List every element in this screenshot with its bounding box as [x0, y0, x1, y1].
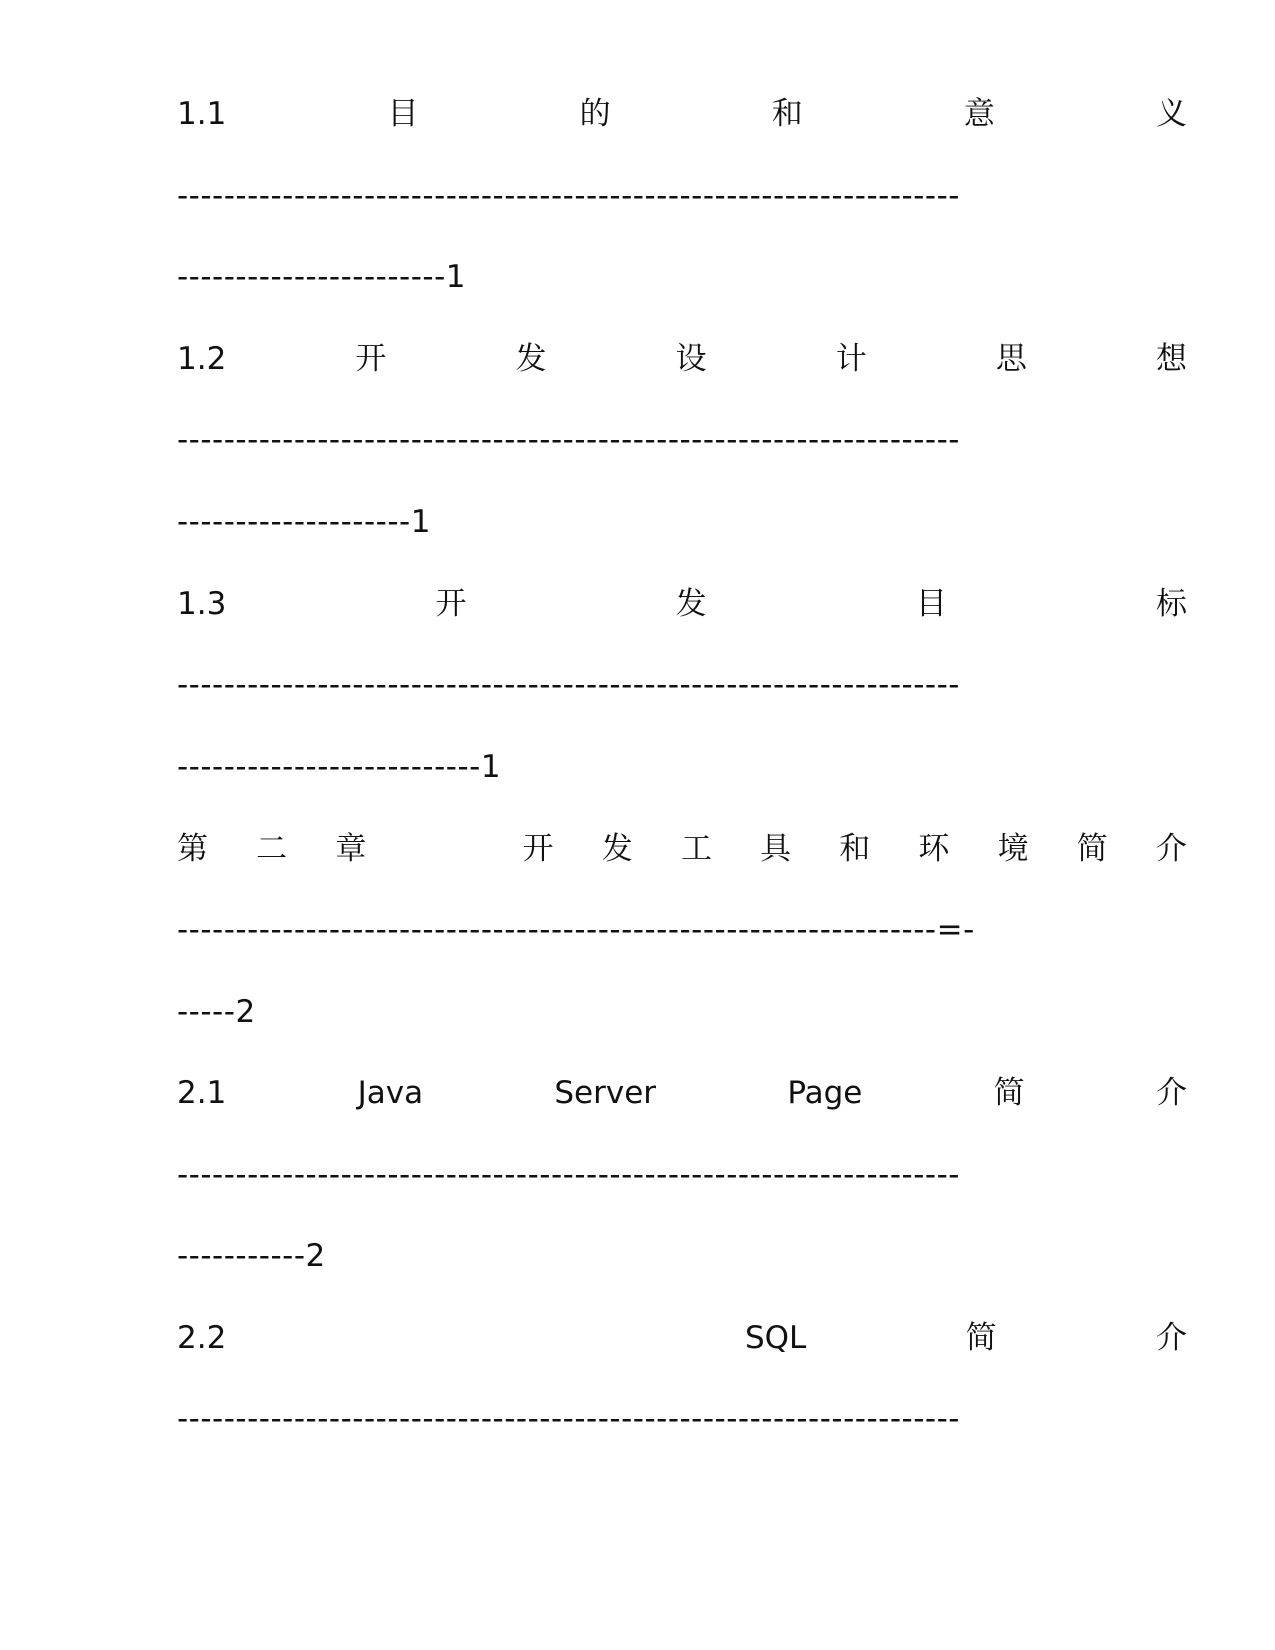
title-char: 开: [522, 831, 554, 867]
title-char: 介: [1155, 831, 1187, 867]
title-char: 标: [1156, 586, 1187, 622]
title-char: 目: [915, 586, 947, 622]
toc-leader: [177, 412, 1187, 468]
title-char: 计: [835, 341, 867, 377]
title-char: 开: [355, 341, 387, 377]
section-number: 1.1: [177, 96, 227, 132]
leader-dashes: -------------------------------------------------------------------: [177, 1401, 960, 1437]
toc-entry-2-2-title[interactable]: [177, 1310, 1187, 1366]
title-char: 开: [435, 586, 467, 622]
toc-leader: [177, 1147, 1187, 1203]
section-number: 2.2: [177, 1320, 227, 1356]
leader-dashes: --------------------: [177, 504, 411, 540]
title-char: 简: [1076, 831, 1108, 867]
title-word: Java: [357, 1075, 424, 1111]
title-char: 发: [601, 831, 633, 867]
toc-leader-page: [177, 1228, 1187, 1284]
toc-entry-1-2-title[interactable]: [177, 331, 1187, 387]
section-number: 1.2: [177, 341, 227, 377]
page-number: 2: [235, 994, 256, 1030]
page-number: 2: [305, 1238, 326, 1274]
title-char: 介: [1155, 1320, 1187, 1356]
title-char: 二: [256, 831, 288, 867]
toc-chapter-2-title[interactable]: [177, 821, 1187, 877]
toc-entry-2-1-title[interactable]: [177, 1065, 1187, 1121]
page-number: 1: [480, 749, 502, 785]
page-number: 1: [410, 504, 431, 540]
title-char: 设: [675, 341, 707, 377]
title-char: 和: [771, 96, 803, 132]
title-char: 意: [963, 96, 995, 132]
leader-dashes: -------------------------------------------------------------------: [177, 1157, 960, 1193]
toc-leader-page: [177, 739, 1187, 795]
title-char: 目: [387, 96, 419, 132]
title-char: 想: [1155, 341, 1187, 377]
leader-dashes: -----------------------: [177, 259, 446, 295]
leader-dashes: -------------------------------------------------------------------: [177, 422, 960, 458]
toc-leader-page: [177, 984, 1187, 1040]
page-number: 1: [445, 259, 467, 295]
leader-dashes: -----------: [177, 1238, 306, 1274]
toc-leader: [177, 902, 1187, 958]
section-number: 1.3: [177, 586, 227, 622]
title-char: 具: [760, 831, 792, 867]
title-char: 发: [515, 341, 547, 377]
leader-dashes: --------------------------: [177, 749, 481, 785]
title-word: Page: [787, 1075, 863, 1111]
title-char: 章: [335, 831, 367, 867]
title-char: 境: [997, 831, 1029, 867]
title-word: SQL: [744, 1320, 807, 1356]
section-number: 2.1: [177, 1075, 227, 1111]
toc-entry-1-3-title[interactable]: [177, 576, 1187, 632]
title-char: 和: [839, 831, 871, 867]
title-word: Server: [554, 1075, 657, 1111]
title-char: 环: [918, 831, 950, 867]
leader-dashes: -------------------------------------------------------------------: [177, 667, 960, 703]
title-char: 介: [1155, 1075, 1187, 1111]
leader-dashes: -----------------------------------------------------------------=-: [177, 912, 975, 948]
toc-leader: [177, 1391, 1187, 1447]
title-char: 工: [680, 831, 712, 867]
title-char: 思: [995, 341, 1027, 377]
toc-leader-page: [177, 494, 1187, 550]
title-char: 的: [579, 96, 611, 132]
leader-dashes: -----: [177, 994, 236, 1030]
title-char: 简: [993, 1075, 1025, 1111]
title-char: 义: [1155, 96, 1187, 132]
toc-leader: [177, 168, 1187, 224]
toc-entry-1-1-title[interactable]: [177, 86, 1187, 142]
title-char: 发: [675, 586, 707, 622]
toc-leader: [177, 657, 1187, 713]
leader-dashes: -------------------------------------------------------------------: [177, 178, 960, 214]
title-char: 第: [177, 831, 208, 867]
toc-leader-page: [177, 249, 1187, 305]
title-char: 简: [965, 1320, 997, 1356]
